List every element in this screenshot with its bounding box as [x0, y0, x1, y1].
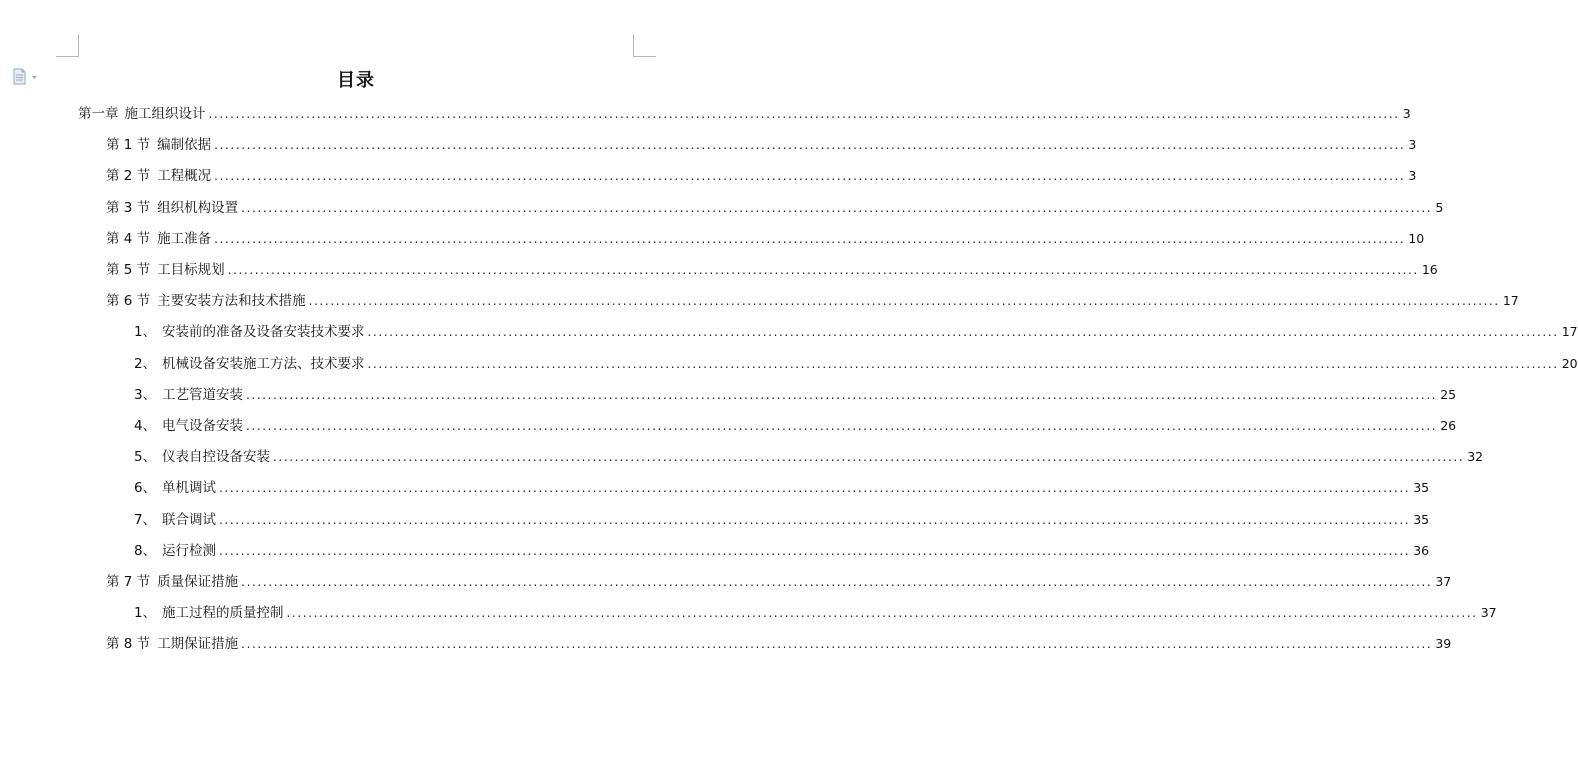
toc-dot-leader: ............................................................................................................................................................................................................................: [227, 263, 1419, 277]
toc-entry[interactable]: [106, 192, 1444, 223]
toc-entry[interactable]: [106, 160, 1417, 191]
toc-dot-leader: ............................................................................................................................................................................................................................: [214, 169, 1406, 184]
toc-entry-number: 第 8 节: [106, 636, 151, 653]
toc-entry-number: 第 4 节: [106, 230, 151, 247]
toc-dot-leader: ............................................................................................................................................................................................................................: [308, 294, 1500, 309]
toc-entry-number: 2、: [134, 355, 157, 372]
toc-entry-title: 组织机构设置: [157, 199, 239, 216]
toc-dot-leader: ............................................................................................................................................................................................................................: [367, 325, 1559, 340]
toc-entry-title: 运行检测: [162, 542, 216, 559]
toc-entry-title: 编制依据: [157, 137, 212, 154]
toc-entry[interactable]: [134, 472, 1430, 503]
toc-entry[interactable]: [106, 628, 1452, 659]
toc-entry-number: 1、: [134, 605, 157, 622]
toc-entry[interactable]: [78, 98, 1411, 129]
toc-dot-leader: ............................................................................................................................................................................................................................: [219, 543, 1411, 558]
toc-dot-leader: ............................................................................................................................................................................................................................: [214, 231, 1406, 246]
toc-title: 目录: [337, 70, 375, 91]
toc-entry-number: 第 1 节: [106, 137, 151, 154]
toc-entry[interactable]: [134, 597, 1497, 628]
toc-entry-title: 工目标规划: [157, 262, 225, 278]
toc-dot-leader: ............................................................................................................................................................................................................................: [241, 575, 1433, 589]
toc-dot-leader: ............................................................................................................................................................................................................................: [208, 107, 1400, 121]
toc-entry-title: 安装前的准备及设备安装技术要求: [162, 324, 365, 341]
toc-entry-page-number: 32: [1467, 449, 1484, 465]
toc-entry-number: 第 2 节: [106, 168, 151, 185]
toc-dot-leader: ............................................................................................................................................................................................................................: [367, 356, 1559, 371]
toc-entry-title: 工程概况: [157, 168, 212, 185]
toc-entry-number: 6、: [134, 480, 157, 497]
toc-entry-number: 第一章: [78, 106, 119, 122]
toc-entry-page-number: 35: [1413, 480, 1430, 496]
toc-entry-title: 施工组织设计: [124, 106, 206, 122]
toc-dot-leader: ............................................................................................................................................................................................................................: [214, 138, 1406, 153]
toc-entry-page-number: 35: [1413, 511, 1430, 527]
toc-dot-leader: ............................................................................................................................................................................................................................: [286, 606, 1478, 621]
toc-entry-page-number: 26: [1440, 418, 1457, 433]
toc-entry[interactable]: [134, 441, 1484, 472]
toc-entry-title: 电气设备安装: [162, 418, 243, 434]
toc-entry-number: 4、: [134, 418, 157, 434]
toc-entry-number: 第 6 节: [106, 293, 151, 310]
toc-entry[interactable]: [134, 379, 1457, 410]
toc-entry[interactable]: [106, 285, 1519, 316]
toc-entry-page-number: 17: [1561, 324, 1578, 340]
toc-entry-title: 单机调试: [162, 480, 216, 497]
toc-entry-page-number: 3: [1408, 137, 1417, 153]
toc-entry[interactable]: [134, 316, 1578, 347]
toc-entry-number: 8、: [134, 542, 157, 559]
toc-entry-page-number: 20: [1561, 355, 1578, 371]
toc-entry-page-number: 16: [1421, 262, 1438, 277]
toc-entry-page-number: 10: [1408, 230, 1425, 246]
toc-entry-title: 机械设备安装施工方法、技术要求: [162, 355, 365, 372]
toc-entry[interactable]: [134, 348, 1578, 379]
toc-entry-page-number: 17: [1502, 293, 1519, 309]
toc-dot-leader: ............................................................................................................................................................................................................................: [246, 387, 1438, 402]
toc-entry[interactable]: [106, 566, 1452, 597]
toc-dot-leader: ............................................................................................................................................................................................................................: [273, 450, 1465, 465]
toc-entry[interactable]: [106, 129, 1417, 160]
toc-entry-number: 第 5 节: [106, 262, 151, 278]
page-corner-mark-top-left: [56, 34, 79, 57]
toc-entry-page-number: 3: [1408, 168, 1417, 184]
toc-entry[interactable]: [106, 223, 1425, 254]
toc-entry-number: 第 7 节: [106, 574, 151, 590]
toc-entry-page-number: 25: [1440, 386, 1457, 402]
toc-entry-title: 工艺管道安装: [162, 386, 243, 403]
toc-entry-page-number: 36: [1413, 542, 1430, 558]
toc-entry-number: 3、: [134, 386, 157, 403]
toc-dot-leader: ............................................................................................................................................................................................................................: [219, 512, 1411, 527]
toc-entry[interactable]: [134, 535, 1430, 566]
toc-entry-title: 主要安装方法和技术措施: [157, 293, 306, 310]
toc-entry-page-number: 3: [1402, 106, 1411, 121]
toc-entry-title: 工期保证措施: [157, 636, 239, 653]
toc-entry-title: 仪表自控设备安装: [162, 449, 270, 466]
toc-entry-number: 7、: [134, 511, 157, 528]
toc-dot-leader: ............................................................................................................................................................................................................................: [241, 200, 1433, 215]
toc-entry-title: 联合调试: [162, 511, 216, 528]
toc-entry-number: 1、: [134, 324, 157, 341]
toc-entry-number: 第 3 节: [106, 199, 151, 216]
toc-entry-page-number: 37: [1480, 605, 1497, 621]
toc-entry[interactable]: [106, 254, 1438, 285]
page-corner-mark-top-right: [633, 34, 656, 57]
toc-dot-leader: ............................................................................................................................................................................................................................: [241, 637, 1433, 652]
toc-entry-title: 施工准备: [157, 230, 212, 247]
toc-entry-page-number: 5: [1435, 199, 1444, 215]
toc-entry-page-number: 39: [1435, 636, 1452, 652]
toc-entry[interactable]: [134, 504, 1430, 535]
toc-dot-leader: ............................................................................................................................................................................................................................: [219, 481, 1411, 496]
toc-entry-number: 5、: [134, 449, 157, 466]
toc-dot-leader: ............................................................................................................................................................................................................................: [246, 419, 1438, 433]
toc-entry-page-number: 37: [1435, 574, 1452, 589]
toc-entry-title: 施工过程的质量控制: [162, 605, 284, 622]
toc-entry-title: 质量保证措施: [157, 574, 239, 590]
toc-entry[interactable]: [134, 410, 1457, 441]
